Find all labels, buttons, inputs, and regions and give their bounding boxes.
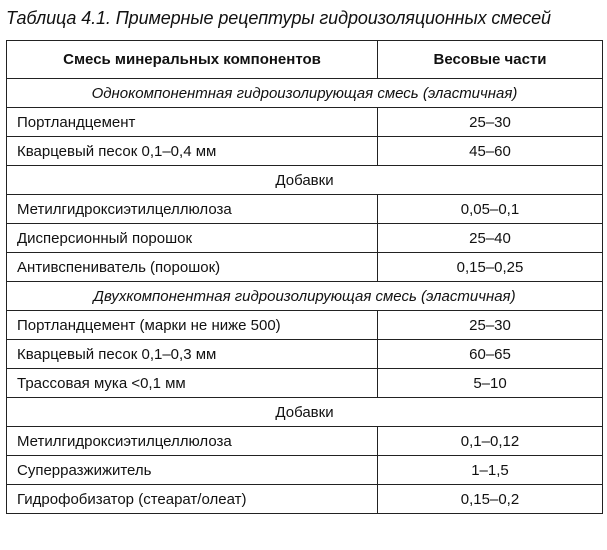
section-title: Двухкомпонентная гидроизолирующая смесь (эластичная) — [7, 282, 603, 311]
component-name: Метилгидроксиэтилцеллюлоза — [7, 195, 378, 224]
component-value: 0,15–0,2 — [378, 485, 603, 514]
table-row — [7, 195, 603, 224]
header-weight-parts: Весовые части — [378, 41, 603, 79]
table-row — [7, 369, 603, 398]
section-title: Добавки — [7, 398, 603, 427]
table-row — [7, 108, 603, 137]
component-value: 0,15–0,25 — [378, 253, 603, 282]
component-value: 25–30 — [378, 311, 603, 340]
component-name: Суперразжижитель — [7, 456, 378, 485]
component-name: Гидрофобизатор (стеарат/олеат) — [7, 485, 378, 514]
recipes-table — [6, 40, 603, 514]
component-name: Антивспениватель (порошок) — [7, 253, 378, 282]
table-row — [7, 456, 603, 485]
table-row — [7, 224, 603, 253]
table-row — [7, 311, 603, 340]
component-name: Трассовая мука <0,1 мм — [7, 369, 378, 398]
section-title: Добавки — [7, 166, 603, 195]
section-row — [7, 79, 603, 108]
table-row — [7, 253, 603, 282]
component-value: 60–65 — [378, 340, 603, 369]
component-name: Портландцемент (марки не ниже 500) — [7, 311, 378, 340]
component-value: 0,1–0,12 — [378, 427, 603, 456]
table-header-row — [7, 41, 603, 79]
component-name: Портландцемент — [7, 108, 378, 137]
component-value: 25–30 — [378, 108, 603, 137]
component-name: Кварцевый песок 0,1–0,3 мм — [7, 340, 378, 369]
component-name: Кварцевый песок 0,1–0,4 мм — [7, 137, 378, 166]
component-value: 25–40 — [378, 224, 603, 253]
section-row — [7, 166, 603, 195]
table-row — [7, 427, 603, 456]
component-value: 5–10 — [378, 369, 603, 398]
table-row — [7, 340, 603, 369]
component-value: 0,05–0,1 — [378, 195, 603, 224]
table-row — [7, 137, 603, 166]
section-title: Однокомпонентная гидроизолирующая смесь (эластичная) — [7, 79, 603, 108]
section-row — [7, 282, 603, 311]
component-name: Метилгидроксиэтилцеллюлоза — [7, 427, 378, 456]
component-value: 45–60 — [378, 137, 603, 166]
section-row — [7, 398, 603, 427]
component-value: 1–1,5 — [378, 456, 603, 485]
header-mixture: Смесь минеральных компонентов — [7, 41, 378, 79]
component-name: Дисперсионный порошок — [7, 224, 378, 253]
table-row — [7, 485, 603, 514]
table-caption: Таблица 4.1. Примерные рецептуры гидроизоляционных смесей — [6, 8, 551, 28]
